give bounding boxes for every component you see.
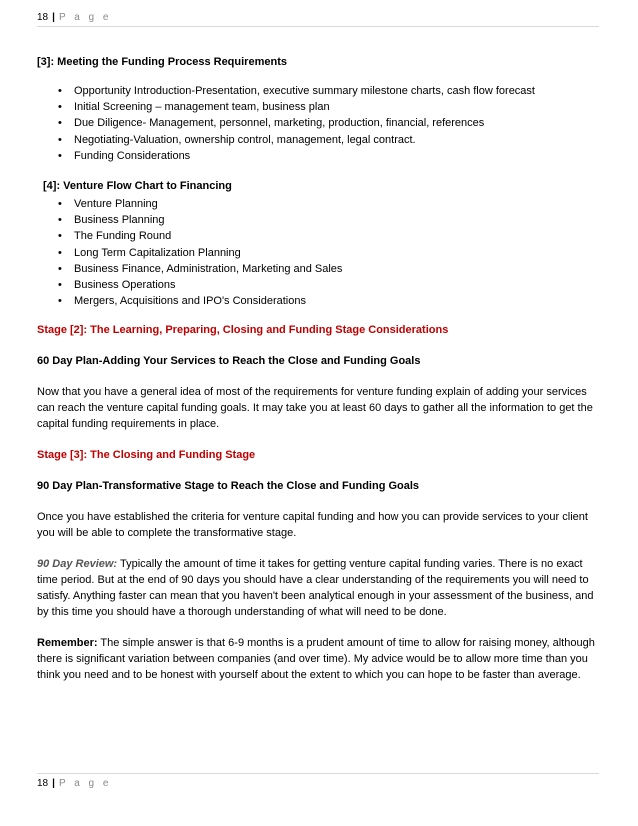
page-footer [37,773,599,789]
remember-label: Remember: [37,637,98,650]
list-item: • Due Diligence- Management, personnel, marketing, production, financial, references [37,115,597,131]
list-item: • Funding Considerations [37,148,597,164]
stage3-subtitle: 90 Day Plan-Transformative Stage to Reach the Close and Funding Goals [37,480,420,493]
stage3-paragraph: Once you have established the criteria for venture capital funding and how you can provide services to your client you will be able to complete the transformative stage. [37,511,588,540]
document-body [37,54,597,683]
stage2-title: Stage [2]: The Learning, Preparing, Closing and Funding Stage Considerations [37,324,449,337]
page-number: 18 [37,12,49,23]
page-separator: | [52,778,55,789]
list-item: • Business Finance, Administration, Marketing and Sales [37,261,597,277]
page-separator: | [52,12,55,23]
stage2-subtitle: 60 Day Plan-Adding Your Services to Reach the Close and Funding Goals [37,355,421,368]
section4-list [37,196,597,309]
section3-list [37,83,597,164]
section3-title: [3]: Meeting the Funding Process Requirements [37,56,287,68]
page-header [37,12,599,27]
page-word: P a g e [58,778,112,789]
stage3-title: Stage [3]: The Closing and Funding Stage [37,449,256,462]
list-item: • Business Operations [37,277,597,293]
page-number: 18 [37,778,49,789]
review-text: Typically the amount of time it takes for getting venture capital funding varies. There is no exact time period. But at the end of 90 days you should have a clear understanding of the requirements you will need to satisfy. Anything faster can mean that you haven't been analytical enough in your assessment of the business, and by this time you should have a thorough understanding of what will need to be done. [37,558,594,619]
list-item: • Initial Screening – management team, business plan [37,99,597,115]
list-item: • Business Planning [37,212,597,228]
list-item: • Negotiating-Valuation, ownership control, management, legal contract. [37,132,597,148]
list-item: • Opportunity Introduction-Presentation, executive summary milestone charts, cash flow forecast [37,83,597,99]
page-word: P a g e [58,12,112,23]
review-paragraph [37,556,597,620]
remember-text: The simple answer is that 6-9 months is a prudent amount of time to allow for raising money, although there is significant variation between companies (and over time). My advice would be to allow more time than you think you need and to be honest with yourself about the extent to which you can hope to be faster than average. [37,637,595,682]
list-item: • Long Term Capitalization Planning [37,245,597,261]
list-item: • Mergers, Acquisitions and IPO's Considerations [37,293,597,309]
section4-title: [4]: Venture Flow Chart to Financing [43,180,232,193]
remember-paragraph [37,635,597,683]
list-item: • The Funding Round [37,228,597,244]
review-label: 90 Day Review: [37,558,118,571]
list-item: • Venture Planning [37,196,597,212]
stage2-paragraph: Now that you have a general idea of most of the requirements for venture funding explain of adding your services can reach the venture capital funding goals. It may take you at least 60 days to gather all the information to get the capital funding requirements in place. [37,386,593,431]
